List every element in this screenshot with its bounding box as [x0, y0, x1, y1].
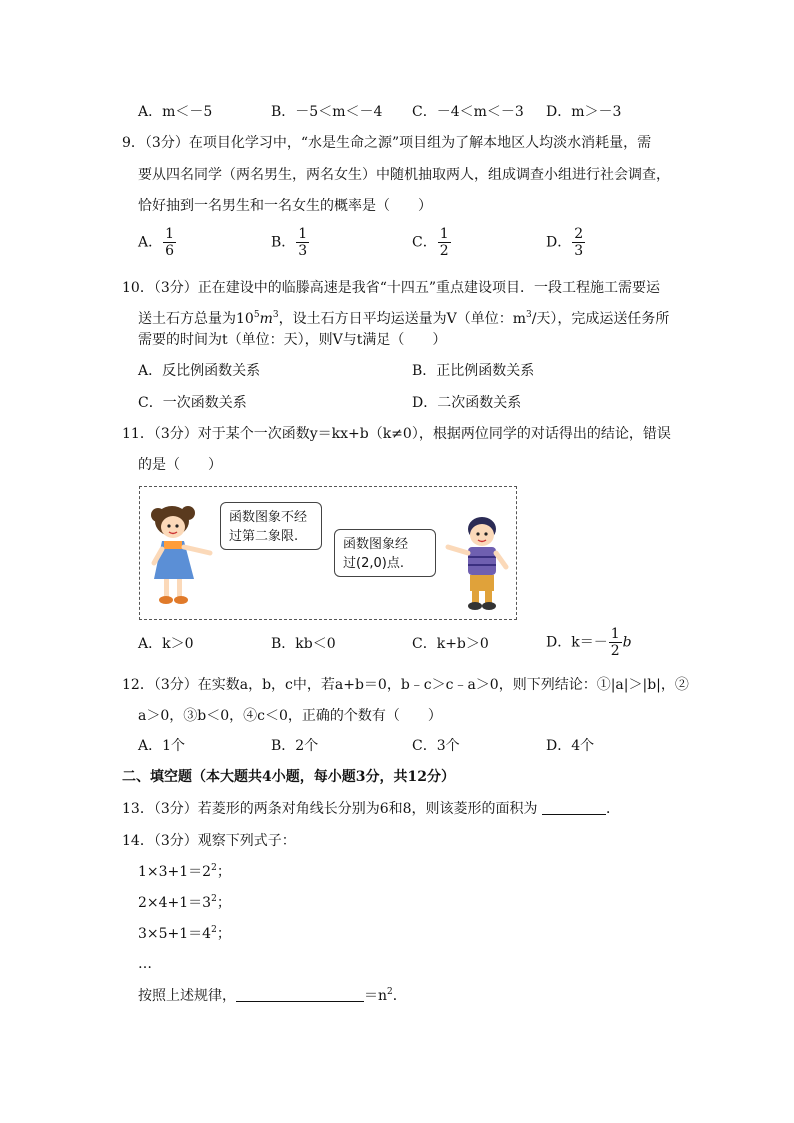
q12-option-b: B．2个: [271, 738, 319, 754]
q8-option-a: A．m＜－5: [138, 104, 213, 120]
q9-line-3: 恰好抽到一名男生和一名女生的概率是（ ）: [138, 198, 432, 214]
q12-option-a: A．1个: [138, 738, 186, 754]
q14-eq-1: $1\times 3+1=2^2$；: [138, 863, 231, 880]
dialogue-figure: [139, 486, 517, 620]
fraction: $\frac{1}{2}$: [439, 226, 449, 259]
q11-option-c: C．k+b＞0: [412, 636, 489, 652]
q14-eq-3: $3\times 5+1=4^2$；: [138, 925, 231, 942]
q9-option-b: B． $\frac{1}{3}$: [271, 226, 308, 259]
q10-line-2: 送土石方总量为$10^5m^3$，设土石方日平均运送量为V（单位：$m^3/$天），完成运送任务所: [138, 310, 670, 327]
fraction: $\frac{2}{3}$: [574, 226, 584, 259]
q10-line-1: 10．（3分）正在建设中的临滕高速是我省“十四五”重点建设项目．一段工程施工需要运: [122, 280, 661, 296]
fraction: $\frac{1}{2}$: [610, 626, 620, 659]
q8-option-d: D．m＞－3: [546, 104, 622, 120]
speech-bubble-boy: 函数图象经 过(2,0)点.: [334, 529, 436, 577]
q9-line-1: 9．（3分）在项目化学习中，“水是生命之源”项目组为了解本地区人均淡水消耗量，需: [122, 135, 652, 151]
answer-blank[interactable]: [236, 987, 364, 1002]
fraction: $\frac{1}{3}$: [298, 226, 308, 259]
q10-option-d: D．二次函数关系: [412, 395, 522, 411]
q10-option-b: B．正比例函数关系: [412, 363, 535, 379]
q12-option-d: D．4个: [546, 738, 595, 754]
girl-illustration: [150, 501, 218, 609]
q11-line-1: 11．（3分）对于某个一次函数y＝kx+b（k≠0），根据两位同学的对话得出的结论，错误: [122, 426, 671, 442]
q14-eq-2: $2\times 4+1=3^2$；: [138, 894, 231, 911]
answer-blank[interactable]: [542, 800, 606, 815]
q14-rule-line: 按照上述规律， $=n^2$．: [138, 987, 407, 1004]
fraction: $\frac{1}{6}$: [165, 226, 175, 259]
q13-line: 13．（3分）若菱形的两条对角线长分别为6和8，则该菱形的面积为 ．: [122, 801, 620, 817]
section-heading: 二、填空题（本大题共4小题，每小题3分，共12分）: [122, 769, 455, 785]
q14-ellipsis: …: [138, 956, 152, 972]
q9-option-d: D． $\frac{2}{3}$: [546, 226, 584, 259]
q12-option-c: C．3个: [412, 738, 460, 754]
q11-option-b: B．kb＜0: [271, 636, 336, 652]
q14-line-1: 14．（3分）观察下列式子：: [122, 833, 296, 849]
q9-option-a: A． $\frac{1}{6}$: [138, 226, 175, 259]
q12-line-1: 12．（3分）在实数a，b，c中，若a+b＝0，b﹣c＞c﹣a＞0，则下列结论：①|a|＞|b|，②: [122, 677, 689, 693]
q10-option-c: C．一次函数关系: [138, 395, 247, 411]
q9-option-c: C． $\frac{1}{2}$: [412, 226, 449, 259]
q11-option-a: A．k＞0: [138, 636, 194, 652]
q12-line-2: a＞0，③b＜0，④c＜0，正确的个数有（ ）: [138, 708, 442, 724]
q11-option-d: D．k＝－ $\frac{1}{2}$ b: [546, 626, 632, 659]
q11-line-2: 的是（ ）: [138, 457, 222, 473]
q10-option-a: A．反比例函数关系: [138, 363, 261, 379]
q8-option-b: B．－5＜m＜－4: [271, 104, 383, 120]
q8-option-c: C．－4＜m＜－3: [412, 104, 524, 120]
q9-line-2: 要从四名同学（两名男生，两名女生）中随机抽取两人，组成调查小组进行社会调查，: [138, 167, 670, 183]
q10-line-3: 需要的时间为t（单位：天），则V与t满足（ ）: [138, 332, 447, 348]
boy-illustration: [444, 513, 512, 613]
speech-bubble-girl: 函数图象不经 过第二象限.: [220, 502, 322, 550]
